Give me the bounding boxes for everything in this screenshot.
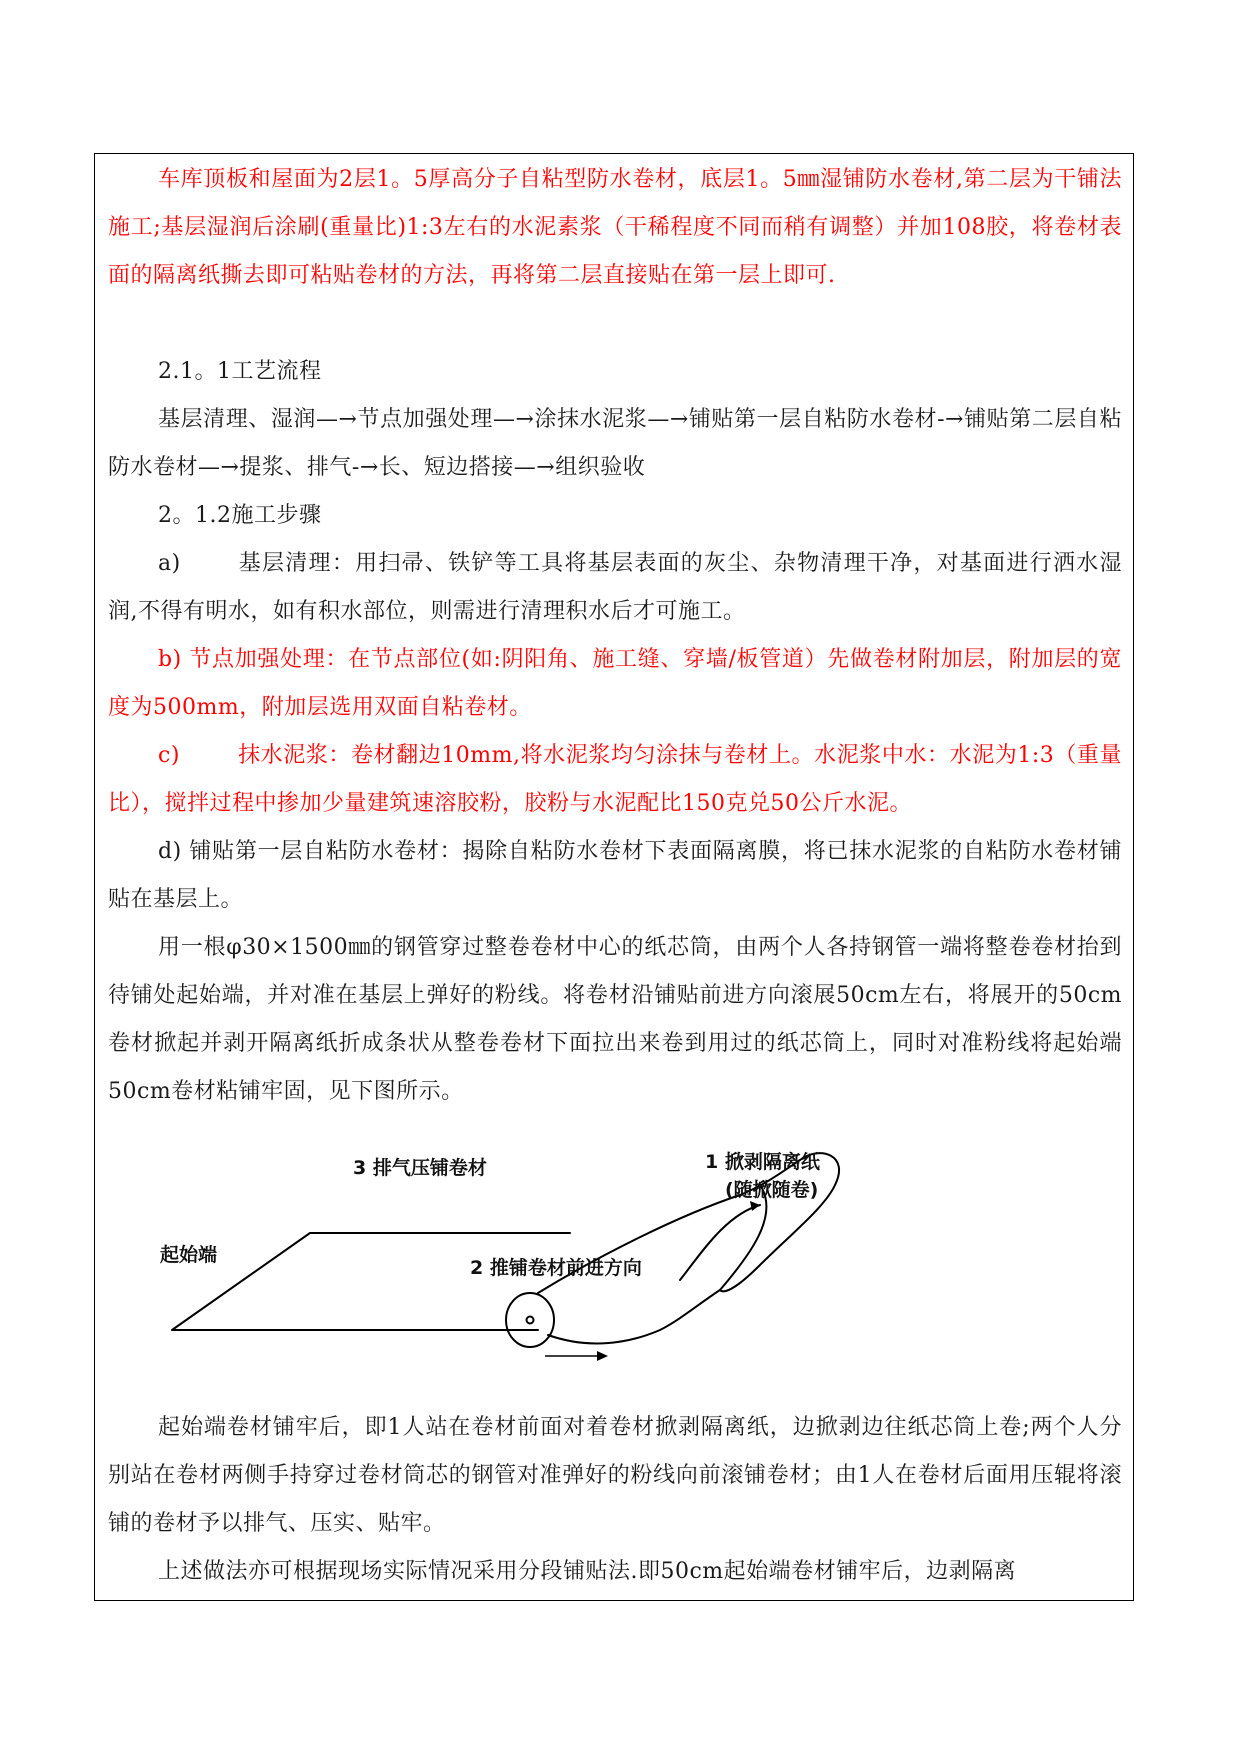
paragraph-process-flow: 基层清理、湿润—→节点加强处理—→涂抹水泥浆—→铺贴第一层自粘防水卷材-→铺贴第二层自粘防水卷材—→提浆、排气-→长、短边搭接—→组织验收 (108, 407, 1122, 480)
paragraph-step-d: d) 铺贴第一层自粘防水卷材：揭除自粘防水卷材下表面隔离膜，将已抹水泥浆的自粘防水卷材铺贴在基层上。 (108, 839, 1122, 912)
paragraph-steel-pipe: 用一根φ30×1500㎜的钢管穿过整卷卷材中心的纸芯筒，由两个人各持钢管一端将整卷卷材抬到待铺处起始端，并对准在基层上弹好的粉线。将卷材沿铺贴前进方向滚展50cm左右，将展开的50cm卷材掀起并剥开隔离纸折成条状从整卷卷材下面拉出来卷到用过的纸芯筒上，同时对准粉线将起始端50cm卷材粘铺牢固，见下图所示。 (108, 935, 1122, 1104)
paragraph-segment-method: 上述做法亦可根据现场实际情况采用分段铺贴法.即50cm起始端卷材铺牢后，边剥隔离 (158, 1559, 1017, 1584)
label-start-end: 起始端 (160, 1244, 218, 1266)
heading-construction-steps: 2。1.2施工步骤 (158, 503, 322, 528)
peel-arrowhead (750, 1201, 760, 1211)
step-a-label: a) (158, 551, 181, 576)
paragraph-roofing-spec: 车库顶板和屋面为2层1。5厚高分子自粘型防水卷材，底层1。5㎜湿铺防水卷材,第二层为干铺法施工;基层湿润后涂刷(重量比)1:3左右的水泥素浆（干稀程度不同而稍有调整）并加108胶，将卷材表面的隔离纸撕去即可粘贴卷材的方法，再将第二层直接贴在第一层上即可. (108, 167, 1122, 288)
paragraph-step-a (108, 540, 1122, 636)
step-a-text: 基层清理：用扫帚、铁铲等工具将基层表面的灰尘、杂物清理干净，对基面进行洒水湿润,不得有明水，如有积水部位，则需进行清理积水后才可施工。 (108, 551, 1122, 624)
peel-direction-line (680, 1205, 760, 1280)
roll-laying-diagram (160, 1145, 920, 1395)
paragraph-step-c (108, 732, 1122, 828)
roll-core (527, 1317, 534, 1324)
heading-process-flow: 2.1。1工艺流程 (158, 359, 322, 384)
label-peel-paper: 1 掀剥隔离纸 (705, 1151, 820, 1173)
label-press-membrane: 3 排气压铺卷材 (353, 1157, 487, 1179)
membrane-roll (506, 1293, 554, 1347)
label-peel-roll: (随掀随卷) (725, 1179, 819, 1201)
paragraph-laying-procedure: 起始端卷材铺牢后，即1人站在卷材前面对着卷材掀剥隔离纸，边掀剥边往纸芯筒上卷;两个人分别站在卷材两侧手持穿过卷材筒芯的钢管对准弹好的粉线向前滚铺卷材；由1人在卷材后面用压辊将滚铺的卷材予以排气、压实、贴牢。 (108, 1415, 1122, 1536)
step-c-label: c) (158, 743, 180, 768)
laid-membrane (172, 1233, 570, 1330)
advance-arrowhead (597, 1351, 608, 1361)
sheet-bottom-edge (548, 1290, 720, 1343)
paragraph-step-b: b) 节点加强处理：在节点部位(如:阴阳角、施工缝、穿墙/板管道）先做卷材附加层，附加层的宽度为500mm，附加层选用双面自粘卷材。 (108, 647, 1122, 720)
label-advance-direction: 2 推铺卷材前进方向 (470, 1257, 642, 1279)
step-c-text: 抹水泥浆：卷材翻边10mm,将水泥浆均匀涂抹与卷材上。水泥浆中水：水泥为1:3（重量比），搅拌过程中掺加少量建筑速溶胶粉，胶粉与水泥配比150克兑50公斤水泥。 (108, 743, 1122, 816)
